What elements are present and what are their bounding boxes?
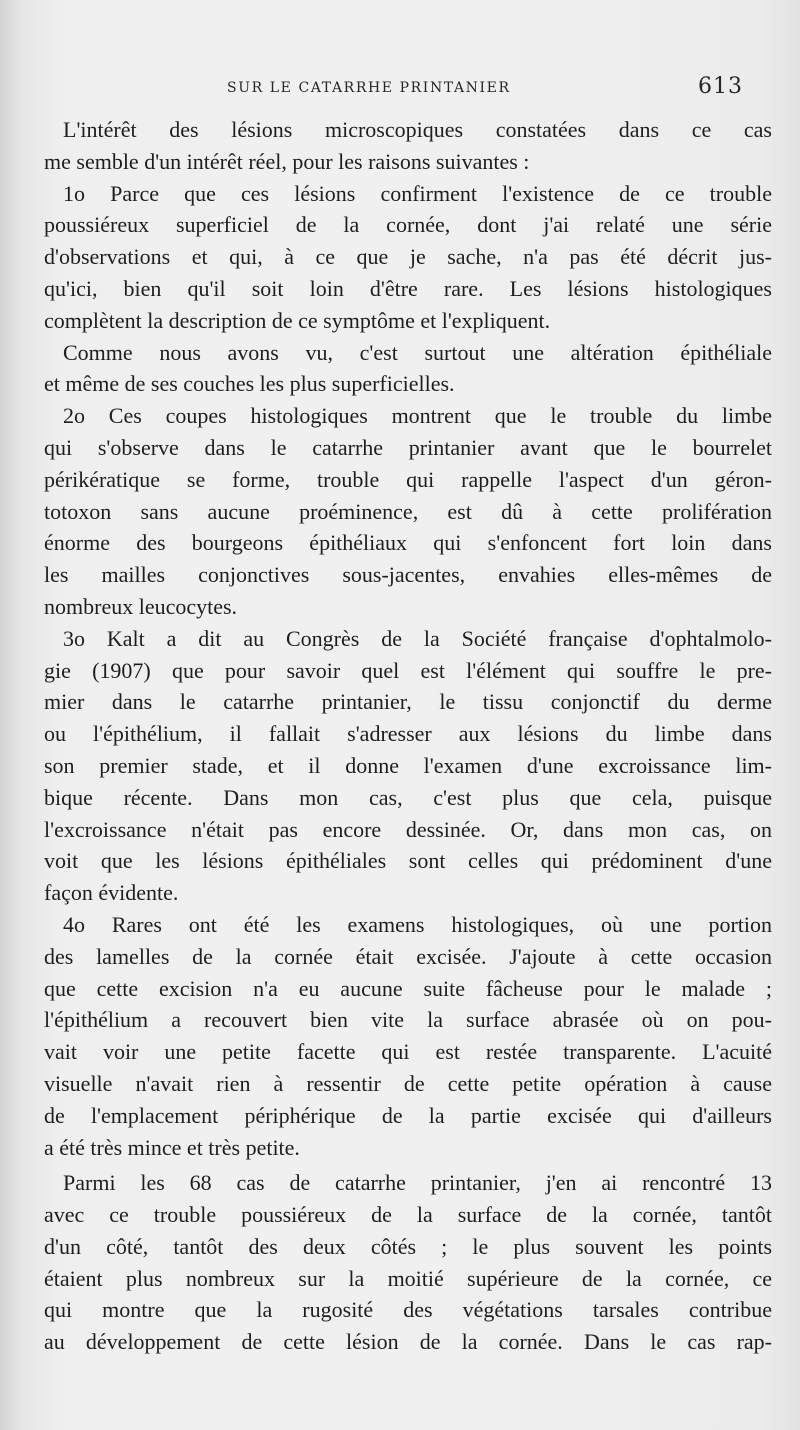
text-line: nombreux leucocytes. xyxy=(44,593,238,619)
text-line: que cette excision n'a eu aucune suite fâcheuse pour le malade ; xyxy=(44,975,772,1001)
paragraph-point-2 xyxy=(44,400,772,623)
page-number: 613 xyxy=(698,74,743,99)
text-line: qui montre que la rugosité des végétations tarsales contribue xyxy=(44,1297,772,1323)
text-line: visuelle n'avait rien à ressentir de cette petite opération à cause xyxy=(44,1070,772,1096)
text-line: 2o Ces coupes histologiques montrent que le trouble du limbe xyxy=(63,403,772,429)
text-line: d'un côté, tantôt des deux côtés ; le plus souvent les points xyxy=(44,1233,772,1259)
paragraph-statistics xyxy=(44,1167,772,1358)
text-line: gie (1907) que pour savoir quel est l'élément qui souffre le pre- xyxy=(44,657,772,683)
text-line: me semble d'un intérêt réel, pour les raisons suivantes : xyxy=(44,148,530,174)
text-line: qu'ici, bien qu'il soit loin d'être rare. Les lésions histologiques xyxy=(44,275,772,301)
text-line: L'intérêt des lésions microscopiques constatées dans ce cas xyxy=(63,117,772,142)
paragraph-point-3 xyxy=(44,623,772,909)
running-title: SUR LE CATARRHE PRINTANIER xyxy=(227,80,511,96)
text-line: des lamelles de la cornée était excisée. J'ajoute à cette occasion xyxy=(44,943,772,969)
text-line: façon évidente. xyxy=(44,880,179,906)
text-line: de l'emplacement périphérique de la partie excisée qui d'ailleurs xyxy=(44,1102,772,1128)
text-line: l'épithélium a recouvert bien vite la surface abrasée où on pou- xyxy=(44,1007,772,1033)
body-text xyxy=(44,114,772,1358)
text-line: son premier stade, et il donne l'examen d'une excroissance lim- xyxy=(44,752,772,778)
text-line: Parmi les 68 cas de catarrhe printanier, j'en ai rencontré 13 xyxy=(63,1170,772,1196)
text-line: mier dans le catarrhe printanier, le tissu conjonctif du derme xyxy=(44,689,772,715)
text-line: a été très mince et très petite. xyxy=(44,1134,300,1160)
text-line: voit que les lésions épithéliales sont celles qui prédominent d'une xyxy=(44,848,772,874)
paragraph-point-1 xyxy=(44,178,772,337)
text-line: Comme nous avons vu, c'est surtout une altération épithéliale xyxy=(63,339,772,365)
text-line: avec ce trouble poussiéreux de la surface de la cornée, tantôt xyxy=(44,1202,772,1228)
text-line: 4o Rares ont été les examens histologiques, où une portion xyxy=(63,911,772,937)
text-line: ou l'épithélium, il fallait s'adresser aux lésions du limbe dans xyxy=(44,721,772,747)
paragraph-epithelial-note xyxy=(44,337,772,401)
text-line: d'observations et qui, à ce que je sache, n'a pas été décrit jus- xyxy=(44,244,772,270)
text-line: 1o Parce que ces lésions confirment l'existence de ce trouble xyxy=(63,180,772,206)
paragraph-point-4 xyxy=(44,909,772,1163)
text-line: et même de ses couches les plus superficielles. xyxy=(44,371,455,397)
text-line: au développement de cette lésion de la cornée. Dans le cas rap- xyxy=(44,1329,772,1355)
text-line: les mailles conjonctives sous-jacentes, envahies elles-mêmes de xyxy=(44,562,772,588)
text-line: poussiéreux superficiel de la cornée, dont j'ai relaté une série xyxy=(44,212,772,238)
text-line: périkératique se forme, trouble qui rappelle l'aspect d'un géron- xyxy=(44,466,772,492)
text-line: qui s'observe dans le catarrhe printanier avant que le bourrelet xyxy=(44,434,772,460)
running-head xyxy=(0,74,800,102)
text-line: complètent la description de ce symptôme et l'expliquent. xyxy=(44,307,551,333)
text-line: l'excroissance n'était pas encore dessinée. Or, dans mon cas, on xyxy=(44,816,772,842)
text-line: bique récente. Dans mon cas, c'est plus que cela, puisque xyxy=(44,784,772,810)
text-line: 3o Kalt a dit au Congrès de la Société française d'ophtalmolo- xyxy=(63,625,772,651)
text-line: totoxon sans aucune proéminence, est dû à cette prolifération xyxy=(44,498,772,524)
paragraph-intro xyxy=(44,114,772,178)
text-line: vait voir une petite facette qui est restée transparente. L'acuité xyxy=(44,1039,772,1065)
text-line: étaient plus nombreux sur la moitié supérieure de la cornée, ce xyxy=(44,1265,772,1291)
text-line: énorme des bourgeons épithéliaux qui s'enfoncent fort loin dans xyxy=(44,530,772,556)
